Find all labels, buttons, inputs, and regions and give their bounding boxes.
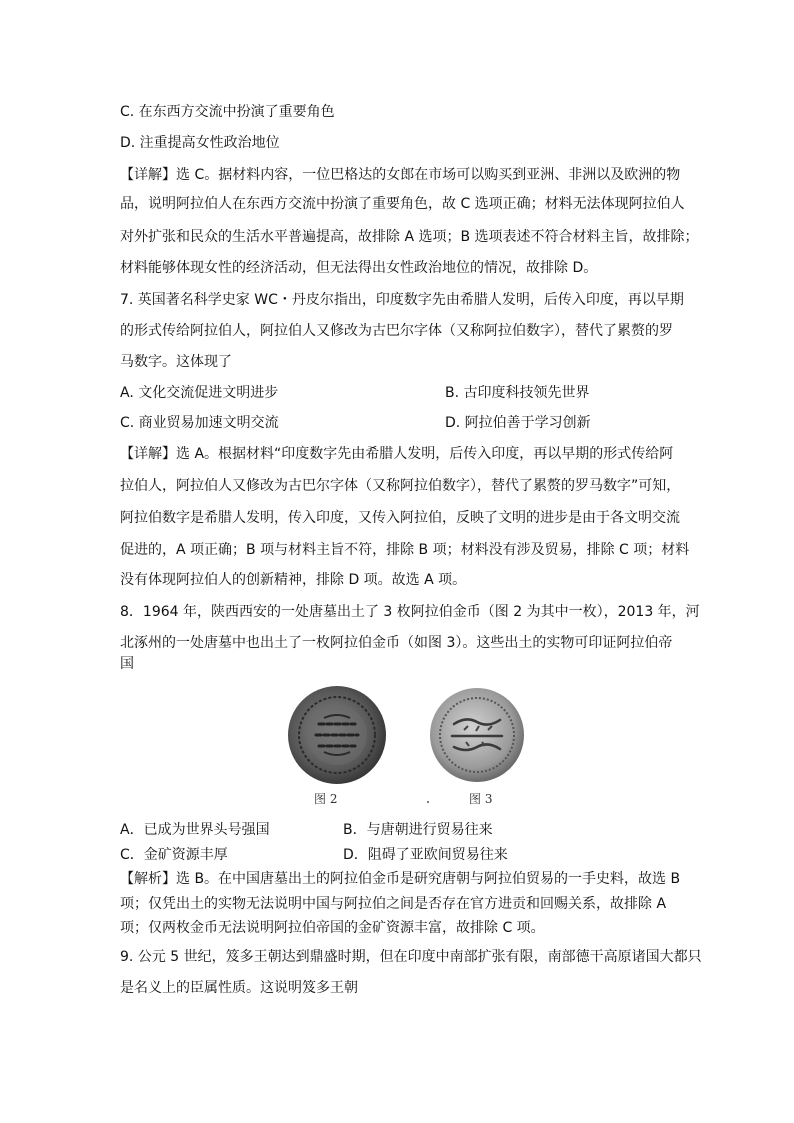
option-c-prev: C. 在东西方交流中扮演了重要角色 [120, 104, 335, 120]
question-7-option-c: C. 商业贸易加速文明交流 [120, 415, 279, 431]
option-d-prev: D. 注重提高女性政治地位 [120, 135, 280, 151]
question-9-line: 9. 公元 5 世纪，笈多王朝达到鼎盛时期，但在印度中南部扩张有限，南部德干高原诸国大都只 [120, 949, 702, 965]
figure-3-caption: 图 3 [469, 792, 493, 806]
coin-figure-3 [428, 686, 526, 784]
question-7-line: 的形式传给阿拉伯人，阿拉伯人又修改为古巴尔字体（又称阿拉伯数字），替代了累赘的罗 [120, 323, 673, 339]
speck [427, 801, 429, 803]
question-8-line: 8．1964 年，陕西西安的一处唐墓出土了 3 枚阿拉伯金币（图 2 为其中一枚），2013 年，河 [120, 604, 700, 620]
question-7-line: 马数字。这体现了 [120, 354, 232, 370]
explanation-line: 没有体现阿拉伯人的创新精神，排除 D 项。故选 A 项。 [120, 572, 467, 588]
question-8-line: 北涿州的一处唐墓中也出土了一枚阿拉伯金币（如图 3）。这些出土的实物可印证阿拉伯帝 [120, 635, 673, 651]
coin-figure-2 [286, 684, 388, 786]
question-9-line: 是名义上的臣属性质。这说明笈多王朝 [120, 980, 358, 996]
figure-2-caption: 图 2 [314, 792, 338, 806]
explanation-line: 【详解】选 A。根据材料“印度数字先由希腊人发明，后传入印度，再以早期的形式传给阿 [120, 446, 674, 462]
analysis-line: 项；仅凭出土的实物无法说明中国与阿拉伯之间是否存在官方进贡和回赐关系，故排除 A [120, 896, 667, 912]
explanation-line: 材料能够体现女性的经济活动，但无法得出女性政治地位的情况，故排除 D。 [120, 260, 598, 276]
question-8-option-b: B．与唐朝进行贸易往来 [343, 822, 493, 838]
explanation-line: 【详解】选 C。据材料内容，一位巴格达的女郎在市场可以购买到亚洲、非洲以及欧洲的物 [120, 167, 681, 183]
explanation-line: 促进的，A 项正确；B 项与材料主旨不符，排除 B 项；材料没有涉及贸易，排除 C 项；材料 [120, 542, 690, 558]
question-7-option-a: A. 文化交流促进文明进步 [120, 385, 279, 401]
question-7-line: 7. 英国著名科学史家 WC・丹皮尔指出，印度数字先由希腊人发明，后传入印度，再以早期 [120, 292, 684, 308]
question-8-option-d: D．阻碍了亚欧间贸易往来 [343, 847, 508, 863]
explanation-line: 阿拉伯数字是希腊人发明，传入印度，又传入阿拉伯，反映了文明的进步是由于各文明交流 [120, 510, 680, 526]
question-7-option-b: B. 古印度科技领先世界 [445, 385, 590, 401]
question-8-line: 国 [120, 656, 134, 672]
explanation-line: 拉伯人，阿拉伯人又修改为古巴尔字体（又称阿拉伯数字），替代了累赘的罗马数字”可知， [120, 478, 681, 494]
question-8-option-a: A．已成为世界头号强国 [120, 822, 270, 838]
analysis-line: 【解析】选 B。在中国唐墓出土的阿拉伯金币是研究唐朝与阿拉伯贸易的一手史料，故选 B [120, 871, 681, 887]
explanation-line: 品，说明阿拉伯人在东西方交流中扮演了重要角色，故 C 选项正确；材料无法体现阿拉伯人 [120, 196, 685, 212]
explanation-line: 对外扩张和民众的生活水平普遍提高，故排除 A 选项；B 选项表述不符合材料主旨，故排除； [120, 229, 699, 245]
question-7-option-d: D. 阿拉伯善于学习创新 [445, 415, 591, 431]
analysis-line: 项；仅两枚金币无法说明阿拉伯帝国的金矿资源丰富，故排除 C 项。 [120, 920, 545, 936]
question-8-option-c: C．金矿资源丰厚 [120, 847, 228, 863]
